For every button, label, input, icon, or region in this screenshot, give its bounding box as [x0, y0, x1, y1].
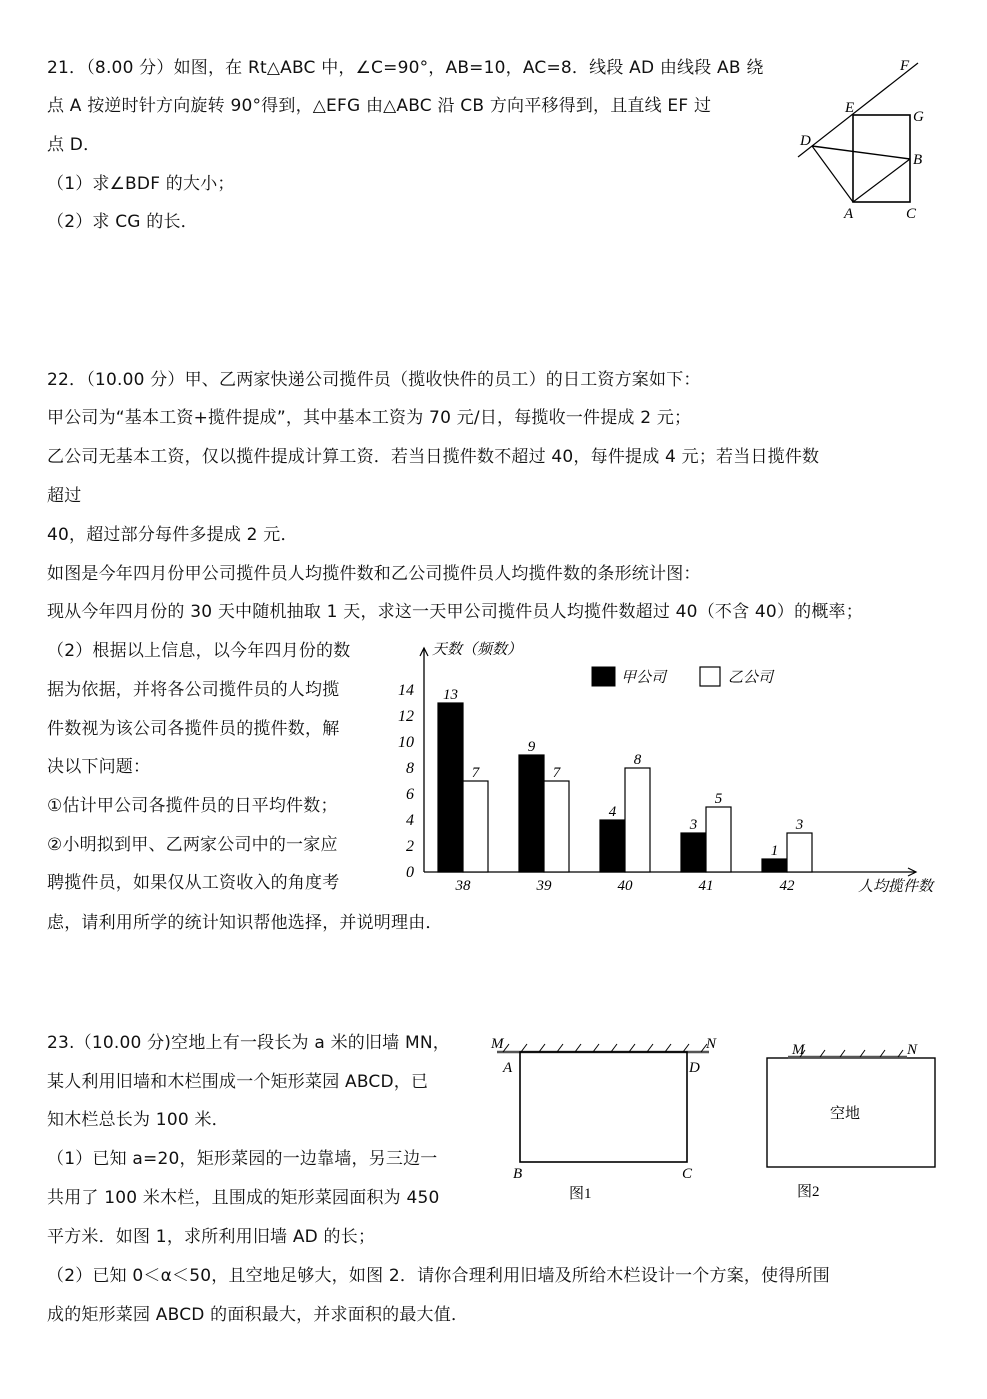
bar-value-label: 13: [443, 687, 458, 703]
bar-jia: [600, 820, 625, 872]
label-m: M: [792, 1042, 805, 1058]
bar-yi: [544, 781, 569, 872]
q21-geometry-figure: [790, 50, 950, 230]
q21-line: 点 D．: [47, 135, 101, 155]
q22-line: 如图是今年四月份甲公司揽件员人均揽件数和乙公司揽件员人均揽件数的条形统计图：: [47, 564, 701, 584]
q21-line: 21．（8.00 分）如图，在 Rt△ABC 中，∠C=90°，AB=10，AC=8．线段 AD 由线段 AB 绕: [47, 58, 764, 78]
q21-line: 点 A 按逆时针方向旋转 90°得到，△EFG 由△ABC 沿 CB 方向平移得到，且直线 EF 过: [47, 96, 712, 116]
q22-line: 甲公司为“基本工资+揽件提成”，其中基本工资为 70 元/日，每揽收一件提成 2 元；: [47, 408, 692, 428]
q22-side-line: 决以下问题：: [47, 757, 151, 777]
q21-subquestion-2: （2）求 CG 的长．: [47, 212, 198, 232]
y-axis-label: 天数（频数）: [432, 642, 523, 658]
legend-label-jia: 甲公司: [621, 670, 667, 686]
bar-jia: [681, 833, 706, 872]
x-tick-label: 38: [455, 878, 471, 894]
q23-line: 共用了 100 米木栏，且围成的矩形菜园面积为 450: [47, 1188, 440, 1208]
label-d: D: [800, 133, 811, 149]
y-tick-label: 4: [406, 812, 414, 829]
label-a: A: [503, 1060, 513, 1076]
q21-subquestion-1: （1）求∠BDF 的大小；: [47, 174, 235, 194]
q22-line: 超过: [47, 486, 82, 506]
segment-ab: [853, 159, 910, 202]
x-tick-label: 39: [536, 878, 552, 894]
x-tick-label: 42: [779, 878, 795, 894]
q22-side-line: （2）根据以上信息，以今年四月份的数: [47, 641, 351, 661]
q23-line: 23.（10.00 分)空地上有一段长为 a 米的旧墙 MN，: [47, 1033, 450, 1053]
bar-value-label: 7: [471, 765, 480, 781]
label-d: D: [689, 1060, 700, 1076]
q23-line: 知木栏总长为 100 米．: [47, 1110, 229, 1130]
label-f: F: [900, 58, 910, 74]
q23-figure-2: [760, 1030, 950, 1205]
q23-figure-1: [485, 1030, 725, 1205]
bar-value-label: 7: [552, 765, 561, 781]
bar-value-label: 3: [689, 817, 698, 833]
q22-side-line: ①估计甲公司各揽件员的日平均件数；: [47, 796, 338, 816]
x-axis-label: 人均揽件数: [858, 879, 934, 895]
bar-value-label: 1: [770, 843, 779, 859]
bar-yi: [706, 807, 731, 872]
figure-1-caption: 图1: [569, 1186, 592, 1202]
segment-db: [812, 146, 910, 159]
bar-value-label: 5: [714, 791, 723, 807]
q22-side-line: 件数视为该公司各揽件员的揽件数，解: [47, 719, 340, 739]
bar-value-label: 4: [608, 804, 617, 820]
bar-value-label: 3: [795, 817, 804, 833]
y-tick-label: 12: [398, 708, 414, 725]
q22-line: 乙公司无基本工资，仅以揽件提成计算工资．若当日揽件数不超过 40，每件提成 4 元；若当日揽件数: [47, 447, 820, 467]
q22-side-line: ②小明拟到甲、乙两家公司中的一家应: [47, 835, 338, 855]
y-tick-label: 2: [406, 838, 414, 855]
bar-yi: [463, 781, 488, 872]
label-e: E: [845, 100, 855, 116]
label-b: B: [913, 152, 923, 168]
bar-jia: [762, 859, 787, 872]
x-tick-label: 40: [617, 878, 633, 894]
y-tick-label: 10: [398, 734, 414, 751]
bar-value-label: 8: [633, 752, 642, 768]
segment-da: [812, 146, 853, 202]
q23-line: 成的矩形菜园 ABCD 的面积最大，并求面积的最大值．: [47, 1305, 469, 1325]
label-m: M: [491, 1036, 504, 1052]
label-n: N: [706, 1036, 717, 1052]
legend-label-yi: 乙公司: [728, 670, 774, 686]
label-c: C: [906, 206, 917, 222]
garden-abcd: [520, 1052, 687, 1162]
q22-side-line: 聘揽件员，如果仅从工资收入的角度考: [47, 873, 340, 893]
legend-swatch-jia: [592, 667, 615, 686]
q23-subquestion-1: （1）已知 a=20，矩形菜园的一边靠墙，另三边一: [47, 1149, 438, 1169]
bar-yi: [787, 833, 812, 872]
bar-value-label: 9: [527, 739, 536, 755]
q22-line: 现从今年四月份的 30 天中随机抽取 1 天，求这一天甲公司揽件员人均揽件数超过 40（不含 40）的概率；: [47, 602, 863, 622]
y-tick-label: 6: [406, 786, 414, 803]
empty-lot-label: 空地: [830, 1106, 861, 1122]
label-n: N: [907, 1042, 918, 1058]
label-b: B: [513, 1166, 523, 1182]
q22-side-line: 据为依据，并将各公司揽件员的人均揽: [47, 680, 340, 700]
x-tick-label: 41: [698, 878, 714, 894]
bar-jia: [519, 755, 544, 872]
q23-line: 平方米．如图 1，求所利用旧墙 AD 的长；: [47, 1227, 376, 1247]
q23-line: 某人利用旧墙和木栏围成一个矩形菜园 ABCD，已: [47, 1072, 429, 1092]
bar-yi: [625, 768, 650, 872]
q22-line: 40，超过部分每件多提成 2 元．: [47, 525, 298, 545]
q22-last-line: 虑，请利用所学的统计知识帮他选择，并说明理由．: [47, 913, 443, 933]
figure-2-caption: 图2: [797, 1184, 820, 1200]
line-ef: [798, 63, 918, 157]
q22-line: 22．（10.00 分）甲、乙两家快递公司揽件员（揽收快件的员工）的日工资方案如下：: [47, 370, 701, 390]
legend-swatch-yi: [700, 667, 720, 686]
bar-chart: [400, 636, 960, 898]
y-tick-label: 0: [406, 864, 414, 881]
label-c: C: [682, 1166, 693, 1182]
label-g: G: [913, 109, 924, 125]
y-tick-label: 14: [398, 682, 414, 699]
label-a: A: [844, 206, 854, 222]
bar-jia: [438, 703, 463, 872]
y-tick-label: 8: [406, 760, 414, 777]
q23-subquestion-2: （2）已知 0＜α＜50，且空地足够大，如图 2．请你合理利用旧墙及所给木栏设计一个方案，使得所围: [47, 1266, 830, 1286]
